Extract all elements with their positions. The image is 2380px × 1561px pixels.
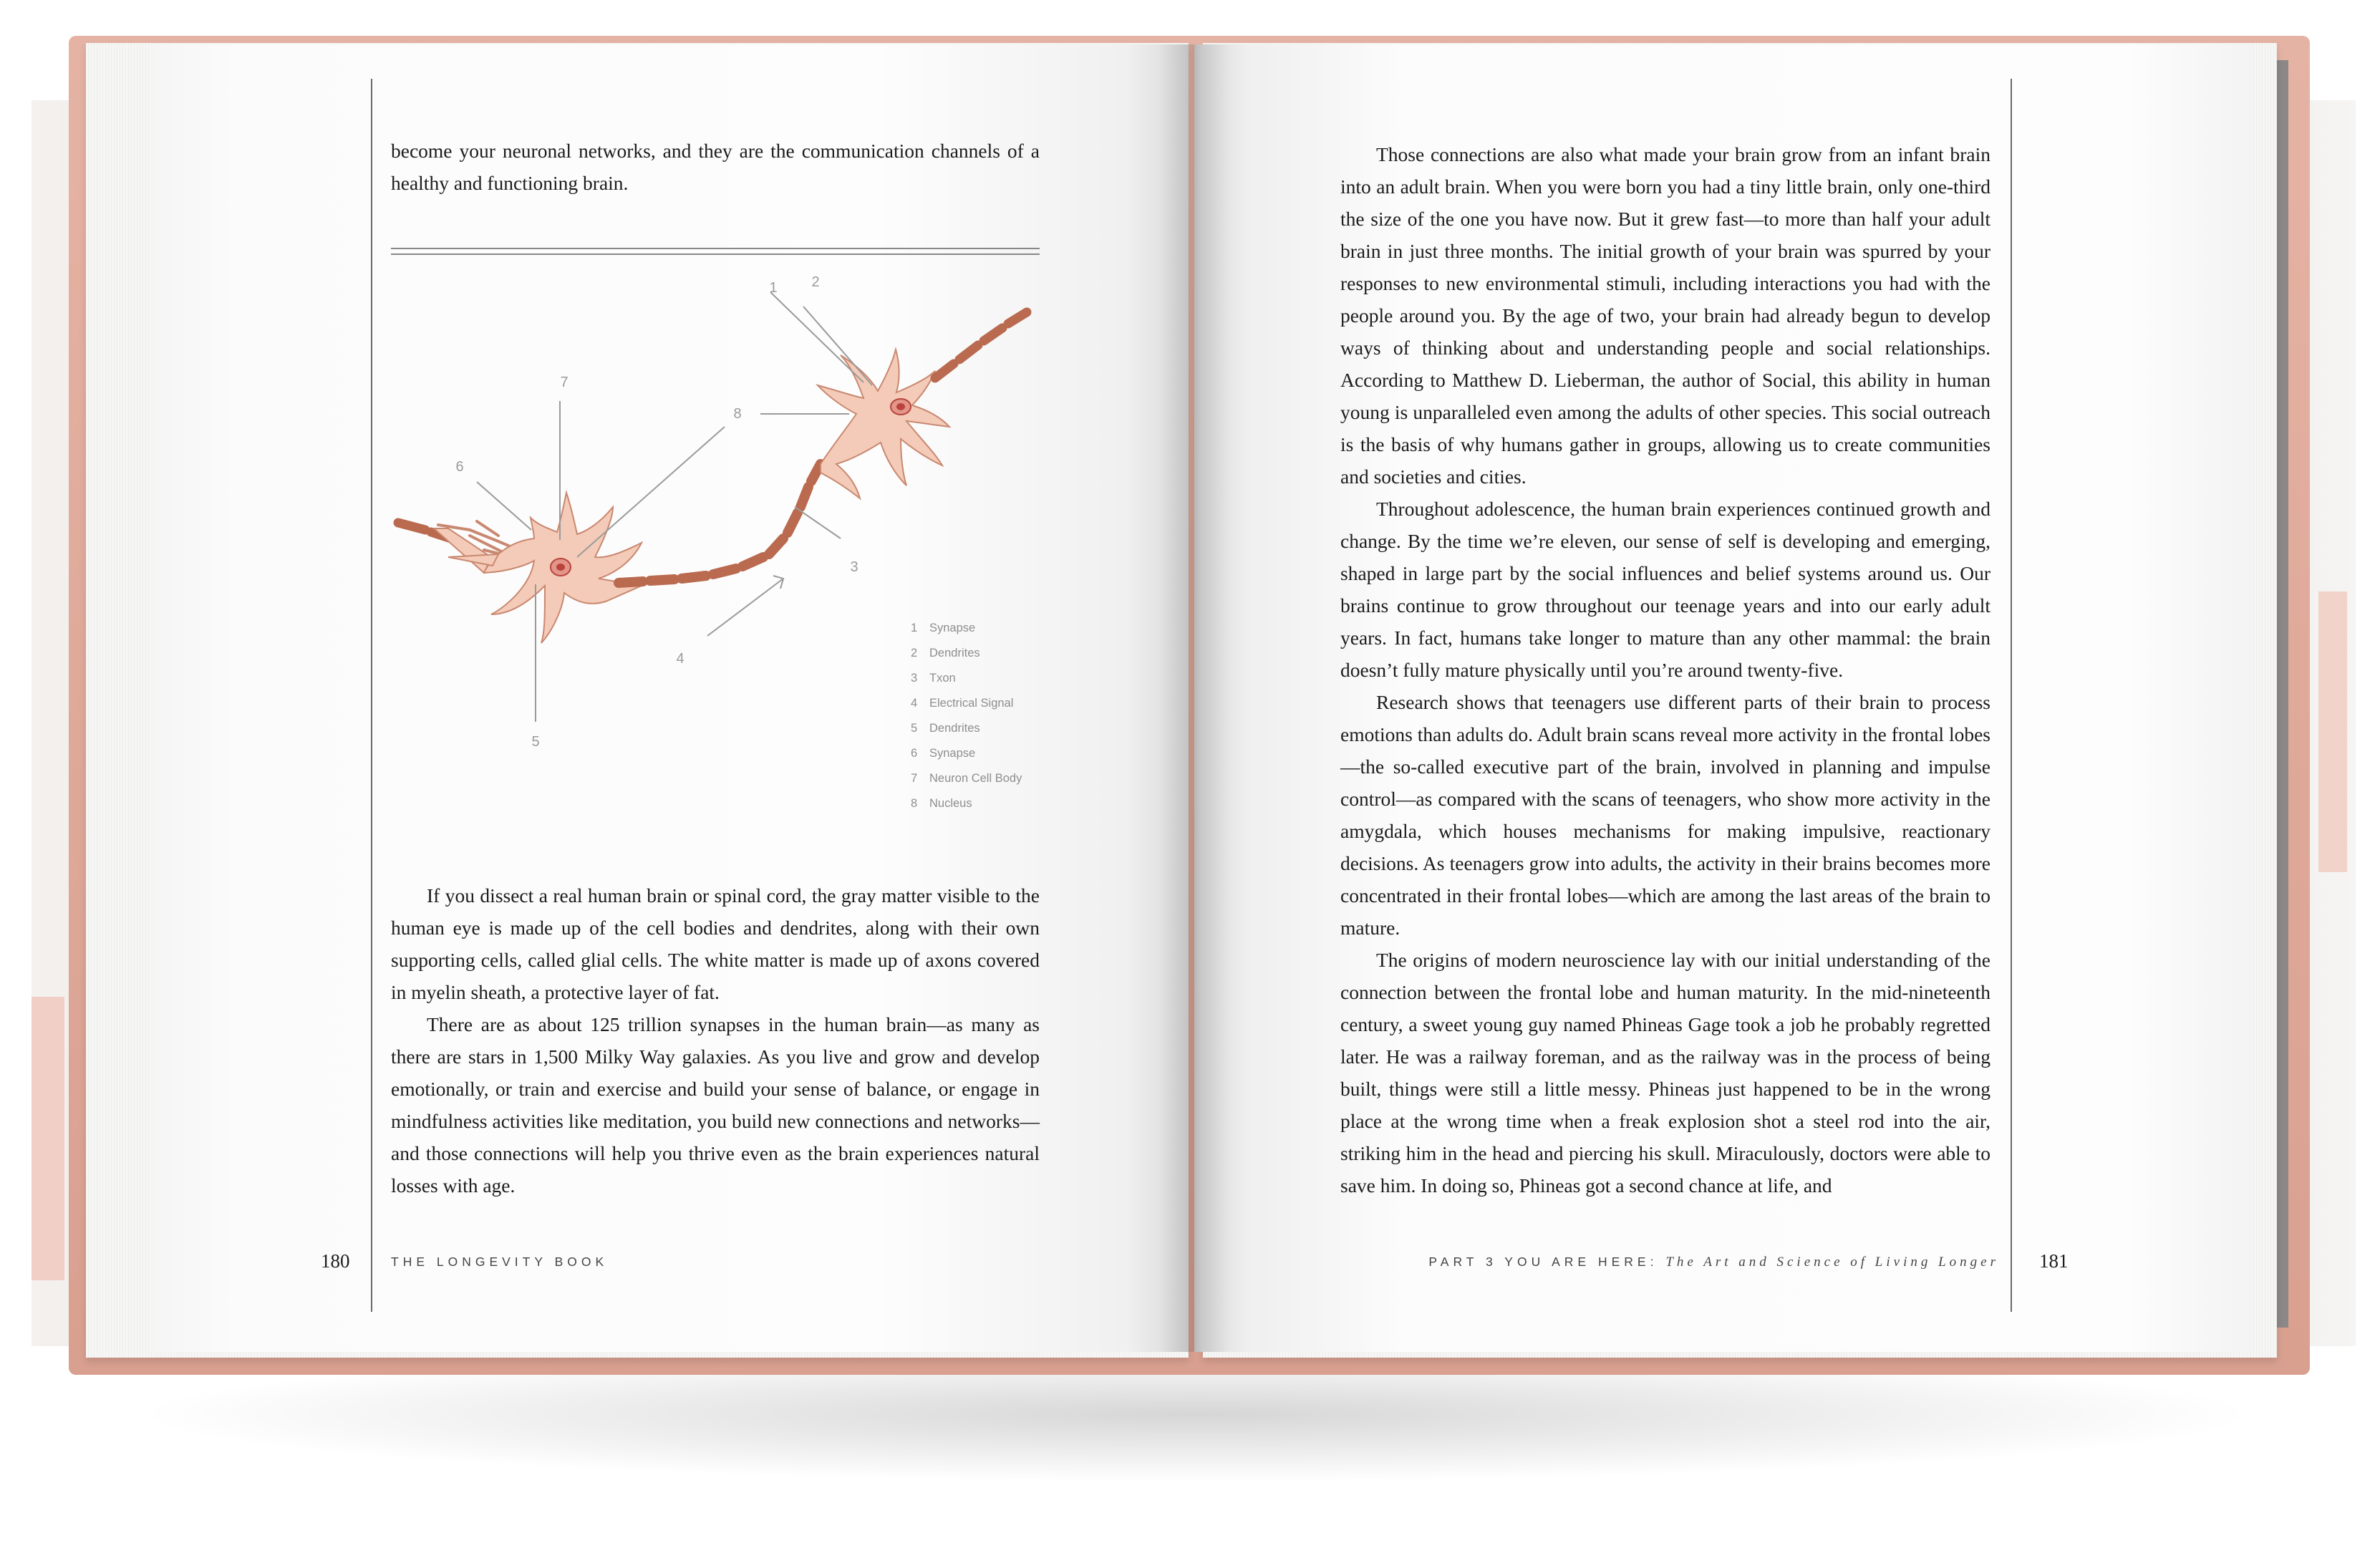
- left-top-text: [391, 135, 1040, 199]
- right-body-text: [1340, 138, 1990, 1202]
- legend-label: Neuron Cell Body: [929, 772, 1022, 785]
- gutter-shadow: [1158, 44, 1230, 1352]
- legend-number: 1: [911, 622, 918, 634]
- legend-item: [911, 741, 1054, 766]
- legend-number: 5: [911, 722, 918, 735]
- callout-5: 5: [531, 734, 540, 750]
- legend-number: 7: [911, 772, 918, 785]
- paragraph: Those connections are also what made your brain grow from an infant brain into an adult brain. When you were born you had a tiny little brain, only one-third the size of the one you have now. But it grew fast—to more than half your adult brain in just three months. The initial growth of your brain was spurred by your responses to new environmental stimuli, including interactions you had with the people around you. By the age of two, your brain had already begun to develop ways of thinking about and understanding people and social relationships. According to Matthew D. Lieberman, the author of Social, this ability in human young is unparalleled even among the adults of other species. This social outreach is the basis of why humans gather in groups, allowing us to create communities and societies and cities.: [1340, 143, 1990, 488]
- legend-label: Txon: [929, 672, 956, 685]
- neuron-right: [818, 312, 1027, 498]
- callout-4: 4: [676, 651, 685, 667]
- page-number-left: 180: [321, 1250, 350, 1272]
- legend-label: Synapse: [929, 622, 976, 634]
- callout-8: 8: [733, 406, 742, 422]
- running-head-left: THE LONGEVITY BOOK: [391, 1255, 609, 1269]
- legend-item: [911, 766, 1054, 791]
- leader-lines: [477, 292, 872, 722]
- legend-number: 6: [911, 747, 918, 760]
- callout-1: 1: [769, 280, 778, 296]
- left-terminal-segment: [398, 523, 425, 530]
- left-paragraph-continued: become your neuronal networks, and they are the communication channels of a healthy and functioning brain.: [391, 140, 1040, 194]
- callout-6: 6: [455, 459, 464, 475]
- paragraph: If you dissect a real human brain or spinal cord, the gray matter visible to the human eye is made up of the cell bodies and dendrites, along with their own supporting cells, called glial cells. The white matter is made up of axons covered in myelin sheath, a protective layer of fat.: [391, 884, 1040, 1003]
- legend-label: Synapse: [929, 747, 976, 760]
- callout-7: 7: [560, 374, 569, 390]
- legend-label: Dendrites: [929, 647, 980, 659]
- neuron-left: [398, 493, 642, 643]
- right-margin-rule: [2011, 79, 2012, 1312]
- figure-divider: [391, 248, 1040, 255]
- decor-strip-left: [32, 997, 64, 1280]
- legend-item: [911, 716, 1054, 741]
- figure-legend: [911, 616, 1054, 816]
- legend-label: Dendrites: [929, 722, 980, 735]
- paragraph: Throughout adolescence, the human brain experiences continued growth and change. By the time we’re eleven, our sense of self is developing and emerging, shaped in large part by the social influences and belief systems around us. Our brains continue to grow throughout our teenage years and into our early adult years. In fact, humans take longer to mature than any other mammal: the brain doesn’t fully mature physically until you’re around twenty-five.: [1340, 498, 1990, 681]
- paragraph: There are as about 125 trillion synapses in the human brain—as many as there are stars in 1,500 Milky Way galaxies. As you live and grow and develop emotionally, or train and exercise and build your sense of balance, or engage in mindfulness activities like meditation, you build new connections and networks—and those connections will help you thrive even as the brain experiences natural losses with age.: [391, 1013, 1040, 1197]
- legend-number: 8: [911, 797, 918, 810]
- running-head-part: PART 3 YOU ARE HERE:: [1428, 1255, 1658, 1269]
- legend-label: Nucleus: [929, 797, 972, 810]
- right-axon-segments: [935, 312, 1027, 378]
- axon-myelin: [619, 464, 821, 583]
- legend-number: 3: [911, 672, 918, 685]
- paragraph: The origins of modern neuroscience lay with our initial understanding of the connection between the frontal lobe and human maturity. In the mid-nineteenth century, a sweet young guy named Phineas Gage took a job he probably regretted later. He was a railway foreman, and as the railway was in the process of being built, things were still a little messy. Phineas just happened to be in the wrong place at the wrong time when a freak explosion shot a steel rod into the air, striking him in the head and piercing his skull. Miraculously, doctors were able to save him. In doing so, Phineas got a second chance at life, and: [1340, 949, 1990, 1197]
- legend-item: [911, 616, 1054, 641]
- legend-item: [911, 666, 1054, 691]
- right-neuron-cell-body: [818, 349, 949, 498]
- page-number-right: 181: [2039, 1250, 2069, 1272]
- legend-item: [911, 791, 1054, 816]
- callout-3: 3: [850, 559, 858, 575]
- callout-2: 2: [811, 274, 820, 290]
- left-margin-rule: [371, 79, 372, 1312]
- left-body-text: [391, 879, 1040, 1202]
- legend-label: Electrical Signal: [929, 697, 1014, 710]
- legend-number: 4: [911, 697, 918, 710]
- paragraph: Research shows that teenagers use different parts of their brain to process emotions than adults do. Adult brain scans reveal more activity in the frontal lobes—the so-called executive part of the brain, involved in planning and impulse control—as compared with the scans of teenagers, who show more activity in the amygdala, which houses mechanisms for making impulsive, reactionary decisions. As teenagers grow into adults, the activity in their brains becomes more concentrated in their frontal lobes—which are among the last areas of the brain to mature.: [1340, 691, 1990, 939]
- legend-item: [911, 691, 1054, 716]
- legend-item: [911, 641, 1054, 666]
- legend-number: 2: [911, 647, 918, 659]
- running-head-title: The Art and Science of Living Longer: [1665, 1255, 1999, 1270]
- running-head-right: [1428, 1255, 1999, 1270]
- decor-strip-right: [2318, 591, 2347, 872]
